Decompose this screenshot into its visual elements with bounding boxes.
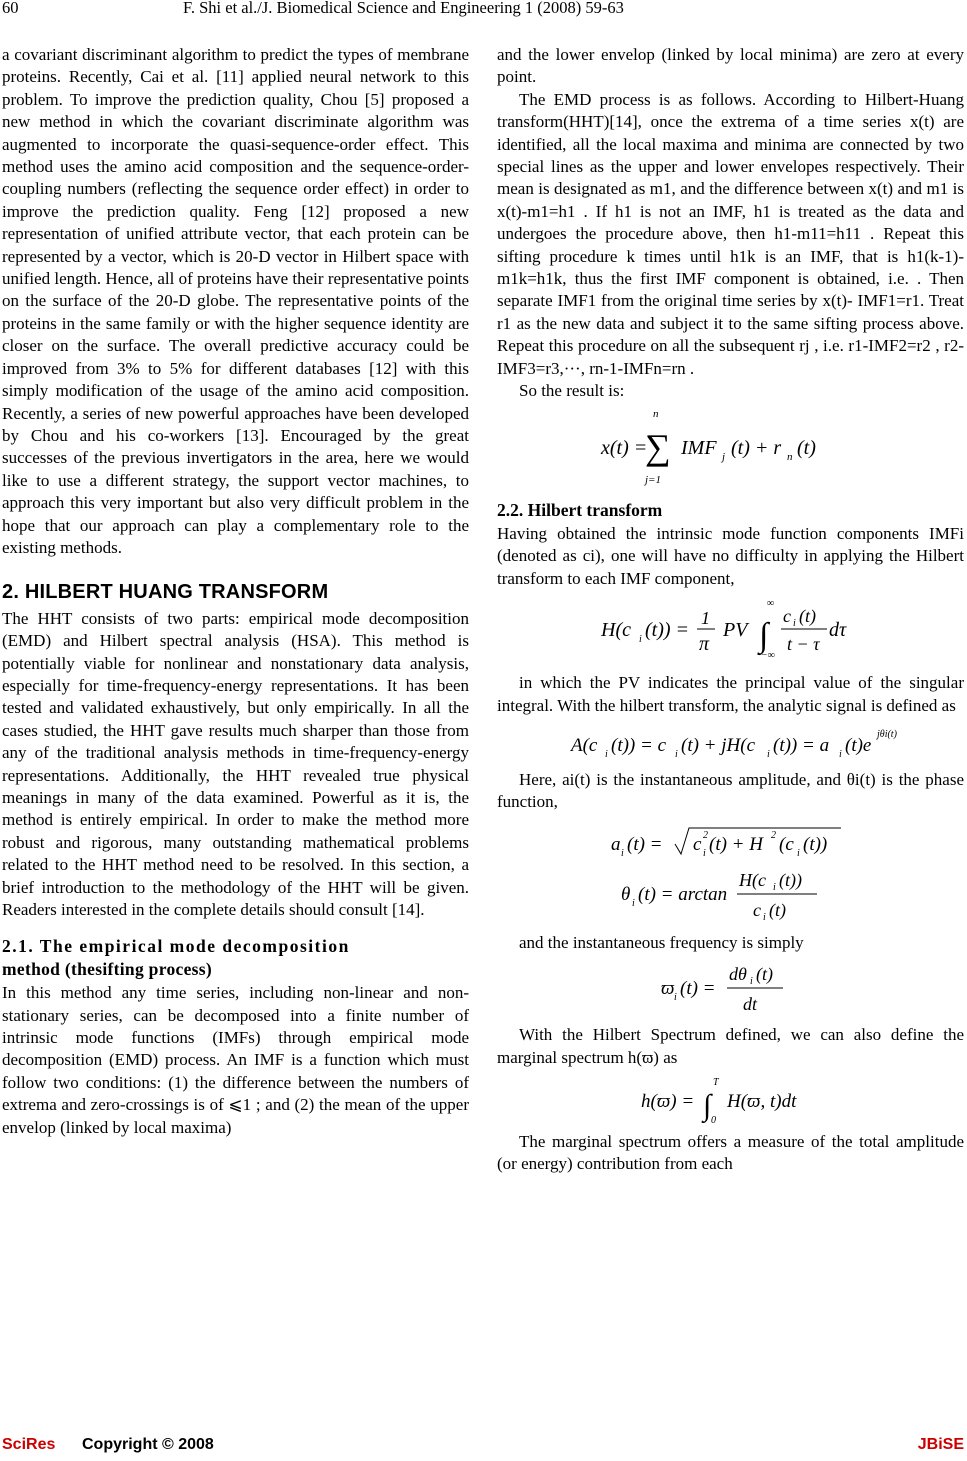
svg-text:PV: PV [722, 619, 747, 642]
equation-marginal-spectrum [497, 1075, 964, 1125]
svg-text:θ: θ [620, 883, 630, 905]
svg-text:n: n [786, 450, 792, 463]
result-intro: So the result is: [519, 381, 625, 401]
svg-text:2: 2 [702, 829, 708, 841]
page-header [0, 0, 967, 20]
svg-text:i: i [638, 634, 642, 646]
svg-text:(t) + r: (t) + r [730, 436, 781, 459]
equation-amplitude [497, 820, 964, 860]
svg-text:dτ: dτ [828, 619, 846, 642]
subsection-2-2-heading: 2.2. Hilbert transform [497, 499, 663, 520]
intro-paragraph: a covariant discriminant algorithm to predict the types of membrane proteins. Recently, Cai et al. [11] applied neural network to this problem. To improve the prediction quality, Chou [5] proposed a new method in which the covariant discriminate algorithm was augmented to incorporate the quasi-sequence-order effect. This method uses the amino acid composition and the sequence-order-coupling numbers (reflecting the sequence order effect) in order to improve the prediction quality. Feng [12] proposed a new representation of unified attribute vector, that each protein can be represented by a vector, which is 20-D vector in Hilbert space with unified length. Hence, all of proteins have their representative points on the surface of the 20-D globe. The representative points of the proteins in the same family or with the higher sequence identity are closer on the surface. The overall predictive accuracy could be improved from 3% to 5% for different databases [12] with this simply modification of the usage of the amino acid composition. Recently, a series of new powerful approaches have been developed by Chou and his co-workers [13]. Encouraged by the great successes of the previous invertigators in the area, here we would like to use a different strategy, the support vector machines, to approach this very important but also very difficult problem in the hope that our approach can play a complementary role to the existing methods. [2, 45, 469, 557]
svg-text:A(c: A(c [570, 734, 597, 756]
svg-text:(t)) =: (t)) = [644, 619, 689, 642]
svg-text:dt: dt [742, 994, 757, 1015]
svg-text:i: i [604, 748, 608, 760]
svg-text:dθ: dθ [728, 964, 747, 985]
svg-text:(t)) = a: (t)) = a [772, 734, 829, 756]
svg-text:i: i [674, 748, 678, 760]
svg-text:π: π [698, 633, 709, 656]
svg-text:x(t) =: x(t) = [600, 436, 647, 459]
final-paragraph: The marginal spectrum offers a measure of the total amplitude (or energy) contribution from each [497, 1131, 964, 1174]
svg-text:H(ϖ, t)dt: H(ϖ, t)dt [726, 1090, 796, 1112]
svg-text:(t): (t) [755, 964, 773, 985]
svg-text:T: T [712, 1076, 719, 1088]
svg-text:i: i [792, 618, 796, 630]
envelop-continuation: and the lower envelop (linked by local minima) are zero at every point. [497, 45, 964, 87]
svg-text:IMF: IMF [680, 436, 717, 459]
subsection-2-1-heading-line1: 2.1. The empirical mode decomposition [2, 936, 350, 957]
publisher-logo: SciRes [2, 1436, 56, 1453]
pv-paragraph: in which the PV indicates the principal value of the singular integral. With the hilbert transform, the analytic signal is defined as [497, 673, 964, 715]
svg-text:i: i [702, 847, 706, 859]
svg-text:1: 1 [700, 608, 710, 629]
subsection-2-1-heading [2, 935, 469, 980]
svg-text:i: i [762, 911, 766, 923]
equation-hilbert-transform [497, 596, 964, 666]
svg-text:c: c [752, 899, 761, 920]
svg-text:j: j [721, 450, 725, 463]
svg-text:c: c [782, 606, 791, 627]
svg-text:n: n [652, 407, 658, 420]
svg-text:(t)): (t)) [778, 869, 802, 890]
subsection-2-1-paragraph: In this method any time series, including non-linear and non-stationary series, can be decomposed into a finite number of intrinsic mode functions (IMFs) through empirical mode decomposition (EMD) process. An IMF is a function which must follow two conditions: (1) the difference between the numbers of extrema and zero-crossings is of ⩽1 ; and (2) the mean of the upper envelop (linked by local maxima) [2, 983, 469, 1137]
svg-text:(t)e: (t)e [844, 734, 871, 756]
equation-phase [497, 866, 964, 926]
svg-text:i: i [631, 897, 635, 909]
svg-text:a: a [610, 833, 620, 855]
svg-text:j=1: j=1 [644, 473, 661, 486]
svg-text:h(ϖ) =: h(ϖ) = [640, 1090, 694, 1112]
svg-text:(t)) = c: (t)) = c [610, 734, 666, 756]
svg-text:jθi(t): jθi(t) [876, 728, 897, 740]
section-2-paragraph: The HHT consists of two parts: empirical mode decomposition (EMD) and Hilbert spectral analysis (HSA). This method is potentially viable for nonlinear and nonstationary data analysis, especially for time-frequency-energy representations. It has been tested and validated exhaustively, but only empirically. In all the cases studied, the HHT gave results much sharper than those from any of the traditional analysis methods in time-frequency-energy representations. Additionally, the HHT revealed true physical meanings in many of the data examined. Powerful as it is, the method is entirely empirical. In order to make the method more robust and rigorous, many outstanding mathematical problems related to the HHT method need to be resolved. In this section, a brief introduction to the methodology of the HHT will be given. Readers interested in the complete details should consult [14]. [2, 608, 469, 920]
svg-text:∫: ∫ [758, 617, 768, 655]
equation-imf-sum [497, 409, 964, 489]
svg-text:i: i [838, 748, 842, 760]
right-column [497, 44, 964, 1176]
svg-text:(t) =: (t) = [679, 978, 716, 1000]
svg-text:(t): (t) [798, 606, 816, 627]
svg-text:−∞: −∞ [760, 650, 775, 662]
frequency-paragraph: and the instantaneous frequency is simply [519, 932, 804, 952]
svg-text:i: i [796, 847, 800, 859]
svg-text:(t): (t) [768, 899, 786, 920]
svg-text:H(c: H(c [600, 619, 631, 642]
svg-text:ϖ: ϖ [660, 978, 674, 1000]
svg-text:i: i [673, 992, 677, 1004]
svg-text:i: i [772, 881, 776, 893]
hilbert-paragraph: Having obtained the intrinsic mode function components IMFi (denoted as ci), one will have no difficulty in applying the Hilbert transform to each IMF component, [497, 523, 964, 588]
svg-text:t − τ: t − τ [786, 634, 820, 655]
left-column [2, 44, 469, 1139]
svg-text:∑: ∑ [644, 426, 671, 467]
svg-text:i: i [766, 748, 770, 760]
svg-text:H(c: H(c [738, 869, 766, 890]
svg-text:(t): (t) [796, 436, 816, 459]
svg-text:(t)): (t)) [802, 833, 827, 855]
emd-paragraph: The EMD process is as follows. According to Hilbert-Huang transform(HHT)[14], once the extrema of a time series x(t) are identified, all the local maxima and minima are connected by two special lines as the upper and lower envelopes respectively. Their mean is designated as m1, and the difference between x(t) and m1 is x(t)-m1=h1 . If h1 is not an IMF, h1 is treated as the data and undergoes the procedure above, then h1-m11=h11 . Repeat this sifting procedure k times until h1k is an IMF, that is h1(k-1)-m1k=h1k, thus the first IMF component is obtained, i.e. . Then separate IMF1 from the original time series by x(t)- IMF1=r1. Treat r1 as the new data and subject it to the same sifting process above. Repeat this procedure on all the subsequent rj , i.e. r1-IMF2=r2 , r2-IMF3=r3,···, rn-1-IMFn=rn . [497, 89, 964, 378]
copyright-notice: Copyright © 2008 [82, 1436, 214, 1453]
amplitude-paragraph: Here, ai(t) is the instantaneous amplitude, and θi(t) is the phase function, [497, 769, 964, 812]
svg-text:(c: (c [778, 833, 794, 855]
svg-text:(t) = arctan: (t) = arctan [637, 883, 727, 905]
section-2-heading: 2. HILBERT HUANG TRANSFORM [2, 581, 329, 604]
svg-text:(t) =: (t) = [626, 833, 663, 855]
running-head: F. Shi et al./J. Biomedical Science and Engineering 1 (2008) 59-63 [183, 0, 624, 17]
svg-text:∫: ∫ [702, 1088, 711, 1122]
svg-text:i: i [620, 847, 624, 859]
svg-text:∞: ∞ [766, 598, 774, 610]
page-footer [0, 1436, 967, 1458]
equation-analytic-signal [497, 723, 964, 763]
svg-text:i: i [749, 976, 753, 988]
subsection-2-1-heading-line2: method (thesifting process) [2, 958, 212, 979]
equation-frequency [497, 960, 964, 1018]
svg-text:c: c [692, 833, 701, 855]
svg-text:(t) + jH(c: (t) + jH(c [680, 734, 755, 756]
svg-text:2: 2 [770, 829, 776, 841]
svg-text:0: 0 [710, 1114, 716, 1126]
journal-name: JBiSE [917, 1436, 964, 1453]
marginal-paragraph: With the Hilbert Spectrum defined, we can also define the marginal spectrum h(ϖ) as [497, 1025, 964, 1067]
page-number: 60 [2, 0, 19, 17]
svg-text:(t) + H: (t) + H [708, 833, 763, 855]
